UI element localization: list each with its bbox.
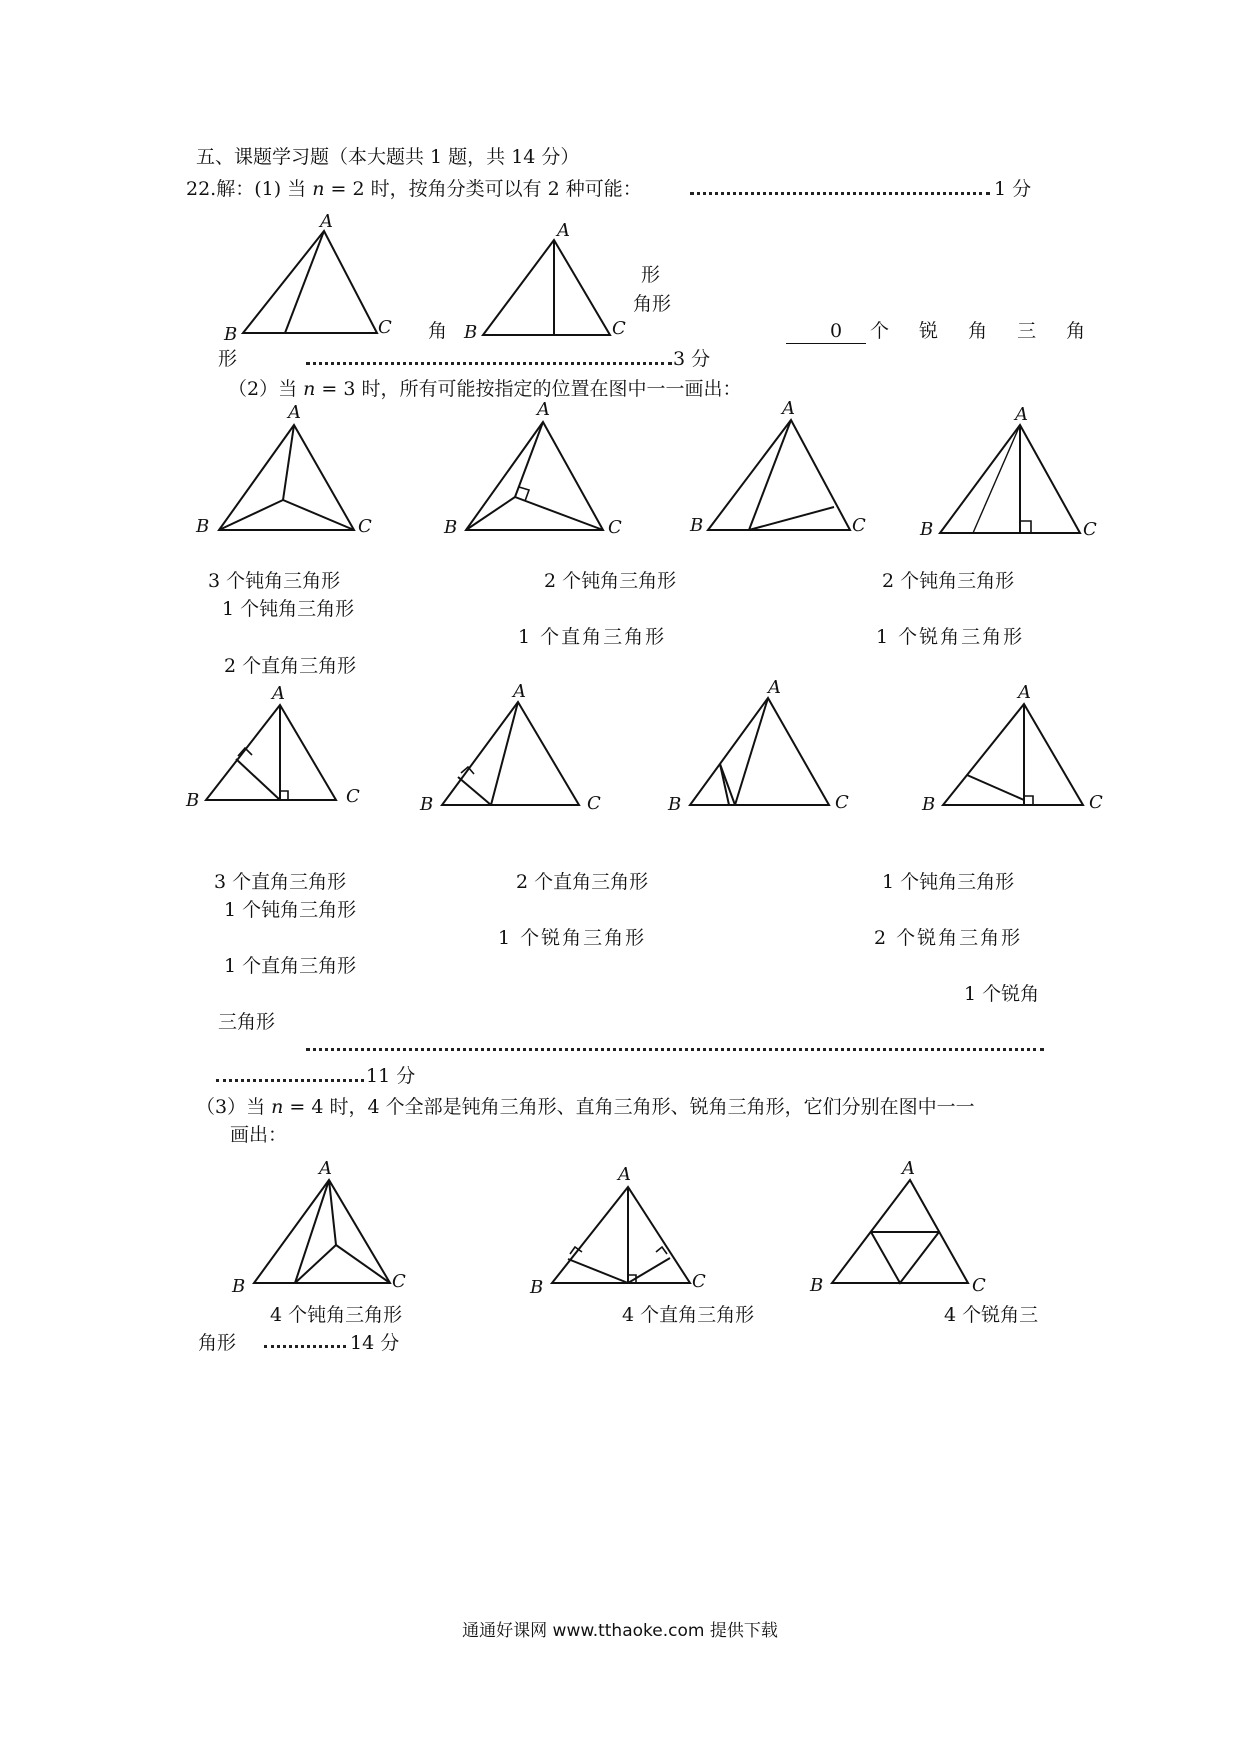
part3-suffix: = 4 时，4 个全部是钝角三角形、直角三角形、锐角三角形，它们分别在图中一一	[283, 1096, 975, 1118]
fig-p1-obtuse-split	[223, 211, 392, 345]
fig-r1-4-label-b: B	[920, 519, 934, 540]
fig-r2-2-label-c: C	[587, 793, 601, 814]
row1-sub1-1: 1 个钝角三角形	[222, 598, 355, 620]
row2-sub1-2: 1 个锐角三角形	[498, 927, 647, 949]
fig-r3-1-label-c: C	[392, 1271, 406, 1292]
row2-caption-1: 3 个直角三角形	[214, 871, 347, 893]
fig-r3-2-label-c: C	[692, 1271, 706, 1292]
fig-r3-2-label-a: A	[618, 1164, 631, 1185]
part1-suffix: = 2 时，按角分类可以有 2 种可能：	[324, 178, 642, 200]
section-title: 五、课题学习题（本大题共 1 题，共 14 分）	[196, 146, 580, 168]
fig-r1-1-label-c: C	[358, 516, 372, 537]
row2-sub2: 1 个直角三角形	[224, 955, 357, 977]
fig-r1-1-label-b: B	[196, 516, 210, 537]
fig-r3-3-label-c: C	[972, 1275, 986, 1296]
row3-caption-2: 4 个直角三角形	[622, 1304, 755, 1326]
fig-p1b-label-a: A	[557, 220, 570, 241]
fig-r1-3-label-b: B	[690, 515, 704, 536]
fig-p1b-label-c: C	[612, 318, 626, 339]
row2-sub1-1: 1 个钝角三角形	[224, 899, 357, 921]
fig-r1-2-label-a: A	[537, 399, 550, 420]
fig-r3-1-label-a: A	[319, 1158, 332, 1179]
row1-sub1-2: 1 个直角三角形	[518, 626, 667, 648]
fig-r2-2-label-a: A	[513, 681, 526, 702]
fig-r2-4-label-a: A	[1018, 682, 1031, 703]
score-3: 3 分	[673, 348, 711, 370]
fig-r2-3-label-b: B	[668, 794, 682, 815]
row3-wrap: 角形	[198, 1332, 237, 1354]
score-11: 11 分	[366, 1065, 416, 1087]
part1-prefix: 22.解：(1) 当	[186, 178, 313, 200]
fig-r1-2-label-c: C	[608, 517, 622, 538]
fig-p1a-label-b: B	[224, 324, 238, 345]
fig-r1-1	[195, 402, 372, 537]
fig-r3-1	[231, 1158, 406, 1297]
fig-r2-1-label-a: A	[272, 683, 285, 704]
fig-r2-1-label-c: C	[346, 786, 360, 807]
row2-sub1-3: 2 个锐角三角形	[874, 927, 1023, 949]
fig-r2-3	[667, 677, 849, 815]
part1-var-n: n	[312, 178, 325, 200]
fig-r1-4-label-a: A	[1015, 404, 1028, 425]
fig-r1-2-label-b: B	[444, 517, 458, 538]
row2-caption-2: 2 个直角三角形	[516, 871, 649, 893]
fig-r2-4	[921, 682, 1103, 815]
part3-prefix: （3）当	[196, 1096, 272, 1118]
answer-blank-value: 0	[830, 320, 843, 342]
row2-caption-3: 1 个钝角三角形	[882, 871, 1015, 893]
part3-line2: 画出：	[230, 1124, 288, 1146]
fig-r1-4	[919, 404, 1097, 540]
fig-p1a-label-a: A	[320, 211, 333, 232]
fig-p1a-label-c: C	[378, 317, 392, 338]
row1-caption-3: 2 个钝角三角形	[882, 570, 1015, 592]
fig-r1-3	[689, 398, 866, 536]
fig-r2-4-label-b: B	[922, 794, 936, 815]
fig-p1b-label-b: B	[464, 322, 478, 343]
fig-r3-3-label-a: A	[902, 1158, 915, 1179]
fig-r2-1-label-b: B	[186, 790, 200, 811]
row3-caption-1: 4 个钝角三角形	[270, 1304, 403, 1326]
fig-r3-1-label-b: B	[232, 1276, 246, 1297]
row3-caption-3: 4 个锐角三	[944, 1304, 1039, 1326]
part2-prefix: （2）当	[228, 378, 304, 400]
fig-r3-3	[809, 1158, 986, 1296]
row1-sub2: 2 个直角三角形	[224, 655, 357, 677]
fig-r2-3-label-c: C	[835, 792, 849, 813]
fig-r2-1	[185, 683, 360, 811]
score-14: 14 分	[350, 1332, 400, 1354]
frag-mid-char: 角	[428, 320, 448, 342]
fig-r2-3-label-a: A	[768, 677, 781, 698]
fig-r3-3-label-b: B	[810, 1275, 824, 1296]
fig-r2-2-label-b: B	[420, 794, 434, 815]
fig-r1-4-label-c: C	[1083, 519, 1097, 540]
footer: 通通好课网 www.tthaoke.com 提供下载	[462, 1621, 778, 1641]
score-1: 1 分	[994, 178, 1032, 200]
part2-suffix: = 3 时，所有可能按指定的位置在图中一一画出：	[315, 378, 742, 400]
row1-sub1-3: 1 个锐角三角形	[876, 626, 1025, 648]
count-rest: 个 锐 角 三 角	[870, 320, 1098, 342]
row1-caption-2: 2 个钝角三角形	[544, 570, 677, 592]
fig-r1-1-label-a: A	[288, 402, 301, 423]
fig-r3-2-label-b: B	[530, 1277, 544, 1298]
fig-r2-2	[419, 681, 601, 815]
frag-right-1: 形	[641, 264, 661, 286]
part2-var-n: n	[303, 378, 316, 400]
fig-p1-right-split	[463, 220, 626, 343]
fig-r2-4-label-c: C	[1089, 792, 1103, 813]
wrap-tri: 三角形	[218, 1011, 276, 1033]
part3-var-n: n	[271, 1096, 284, 1118]
row2-sub3: 1 个锐角	[964, 983, 1040, 1005]
fig-r1-3-label-c: C	[852, 515, 866, 536]
wrap-char: 形	[218, 348, 238, 370]
row1-caption-1: 3 个钝角三角形	[208, 570, 341, 592]
fig-r3-2	[529, 1164, 706, 1298]
fig-r1-2	[443, 399, 622, 538]
frag-right-2: 角形	[633, 293, 672, 315]
fig-r1-3-label-a: A	[782, 398, 795, 419]
